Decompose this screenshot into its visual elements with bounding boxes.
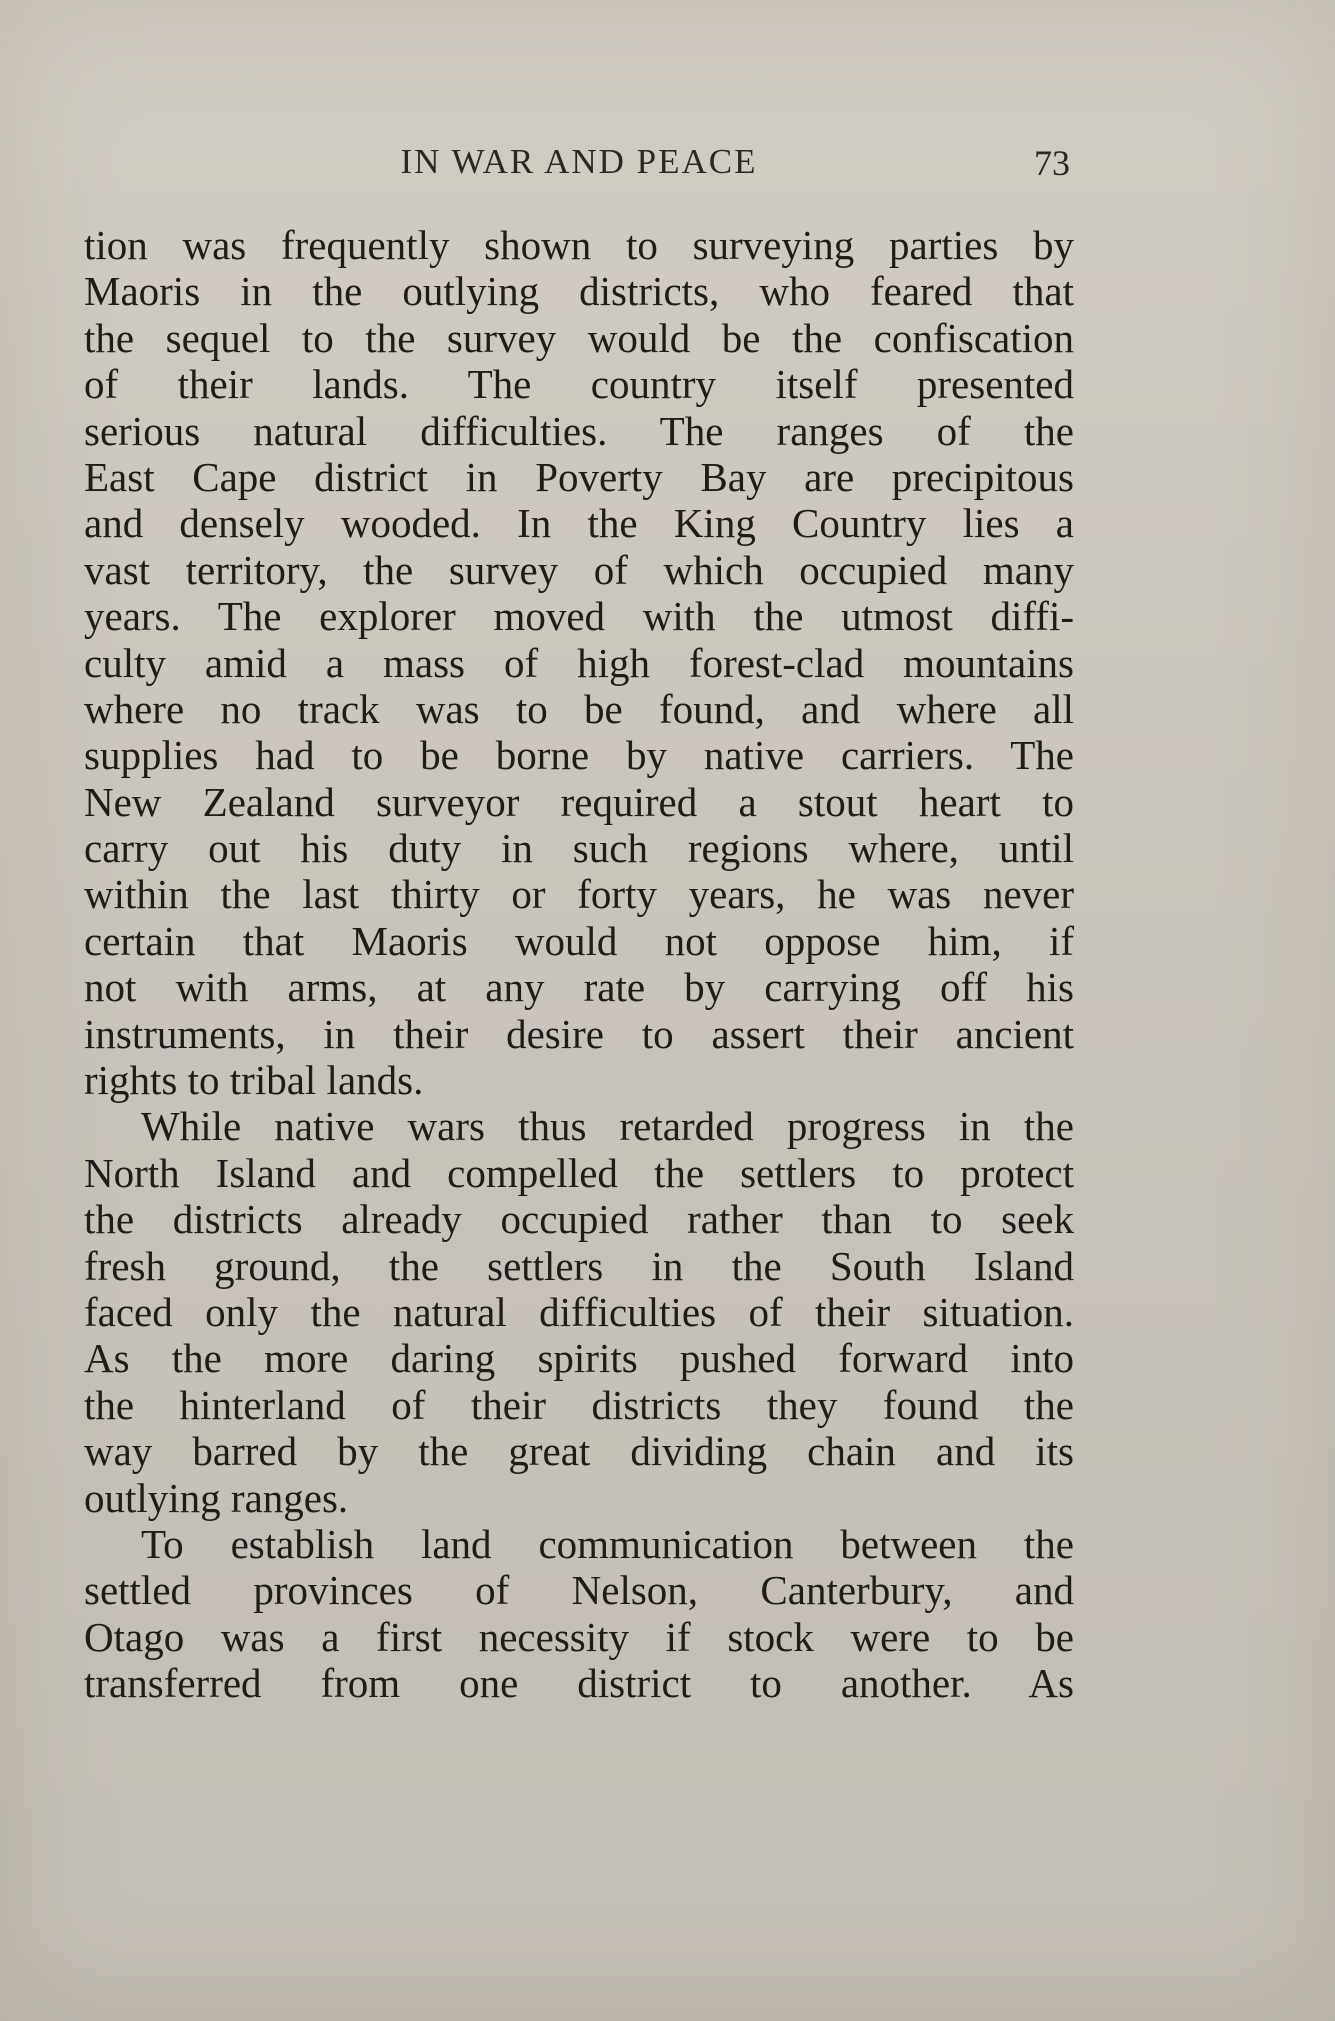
text-line: East Cape district in Poverty Bay are precipitous <box>84 453 1074 500</box>
text-line: New Zealand surveyor required a stout heart to <box>84 778 1074 825</box>
text-line: culty amid a mass of high forest-clad mountains <box>84 639 1074 686</box>
text-line: and densely wooded. In the King Country lies a <box>84 500 1074 547</box>
paragraph-3 <box>84 1521 1074 1707</box>
text-line: serious natural difficulties. The ranges of the <box>84 407 1074 454</box>
text-line: Maoris in the outlying districts, who feared that <box>84 268 1074 315</box>
text-line: carry out his duty in such regions where, until <box>84 825 1074 872</box>
text-line: tion was frequently shown to surveying parties by <box>84 222 1074 268</box>
text-line: supplies had to be borne by native carriers. The <box>84 732 1074 779</box>
text-line: the hinterland of their districts they found the <box>84 1381 1074 1428</box>
text-line: rights to tribal lands. <box>84 1057 424 1104</box>
text-line: years. The explorer moved with the utmost diffi- <box>84 593 1074 640</box>
text-line: the districts already occupied rather than to seek <box>84 1196 1074 1243</box>
text-line: faced only the natural difficulties of their situation. <box>84 1288 1074 1335</box>
text-line: where no track was to be found, and where all <box>84 685 1074 732</box>
text-line: within the last thirty or forty years, he was never <box>84 871 1074 918</box>
text-line: instruments, in their desire to assert their ancient <box>84 1010 1074 1057</box>
text-line: To establish land communication between the <box>141 1520 1074 1567</box>
paragraph-1 <box>84 222 1074 1103</box>
text-line: way barred by the great dividing chain and its <box>84 1428 1074 1475</box>
text-line: vast territory, the survey of which occupied many <box>84 546 1074 593</box>
text-line: certain that Maoris would not oppose him, if <box>84 917 1074 964</box>
text-line: of their lands. The country itself presented <box>84 361 1074 408</box>
text-line: Otago was a first necessity if stock were to be <box>84 1613 1074 1660</box>
text-line: While native wars thus retarded progress in the <box>141 1103 1074 1150</box>
text-line: outlying ranges. <box>84 1474 349 1521</box>
running-head <box>84 142 1074 192</box>
text-line: North Island and compelled the settlers to protect <box>84 1149 1074 1196</box>
text-line: fresh ground, the settlers in the South Island <box>84 1242 1074 1289</box>
text-line: transferred from one district to another. As <box>84 1660 1074 1707</box>
running-title: IN WAR AND PEACE <box>400 142 758 181</box>
body-text <box>84 222 1074 1707</box>
page-number: 73 <box>1034 143 1070 183</box>
text-line: As the more daring spirits pushed forward into <box>84 1335 1074 1382</box>
text-line: settled provinces of Nelson, Canterbury, and <box>84 1567 1074 1614</box>
text-line: not with arms, at any rate by carrying off his <box>84 964 1074 1011</box>
text-line: the sequel to the survey would be the confiscation <box>84 314 1074 361</box>
paragraph-2 <box>84 1103 1074 1521</box>
